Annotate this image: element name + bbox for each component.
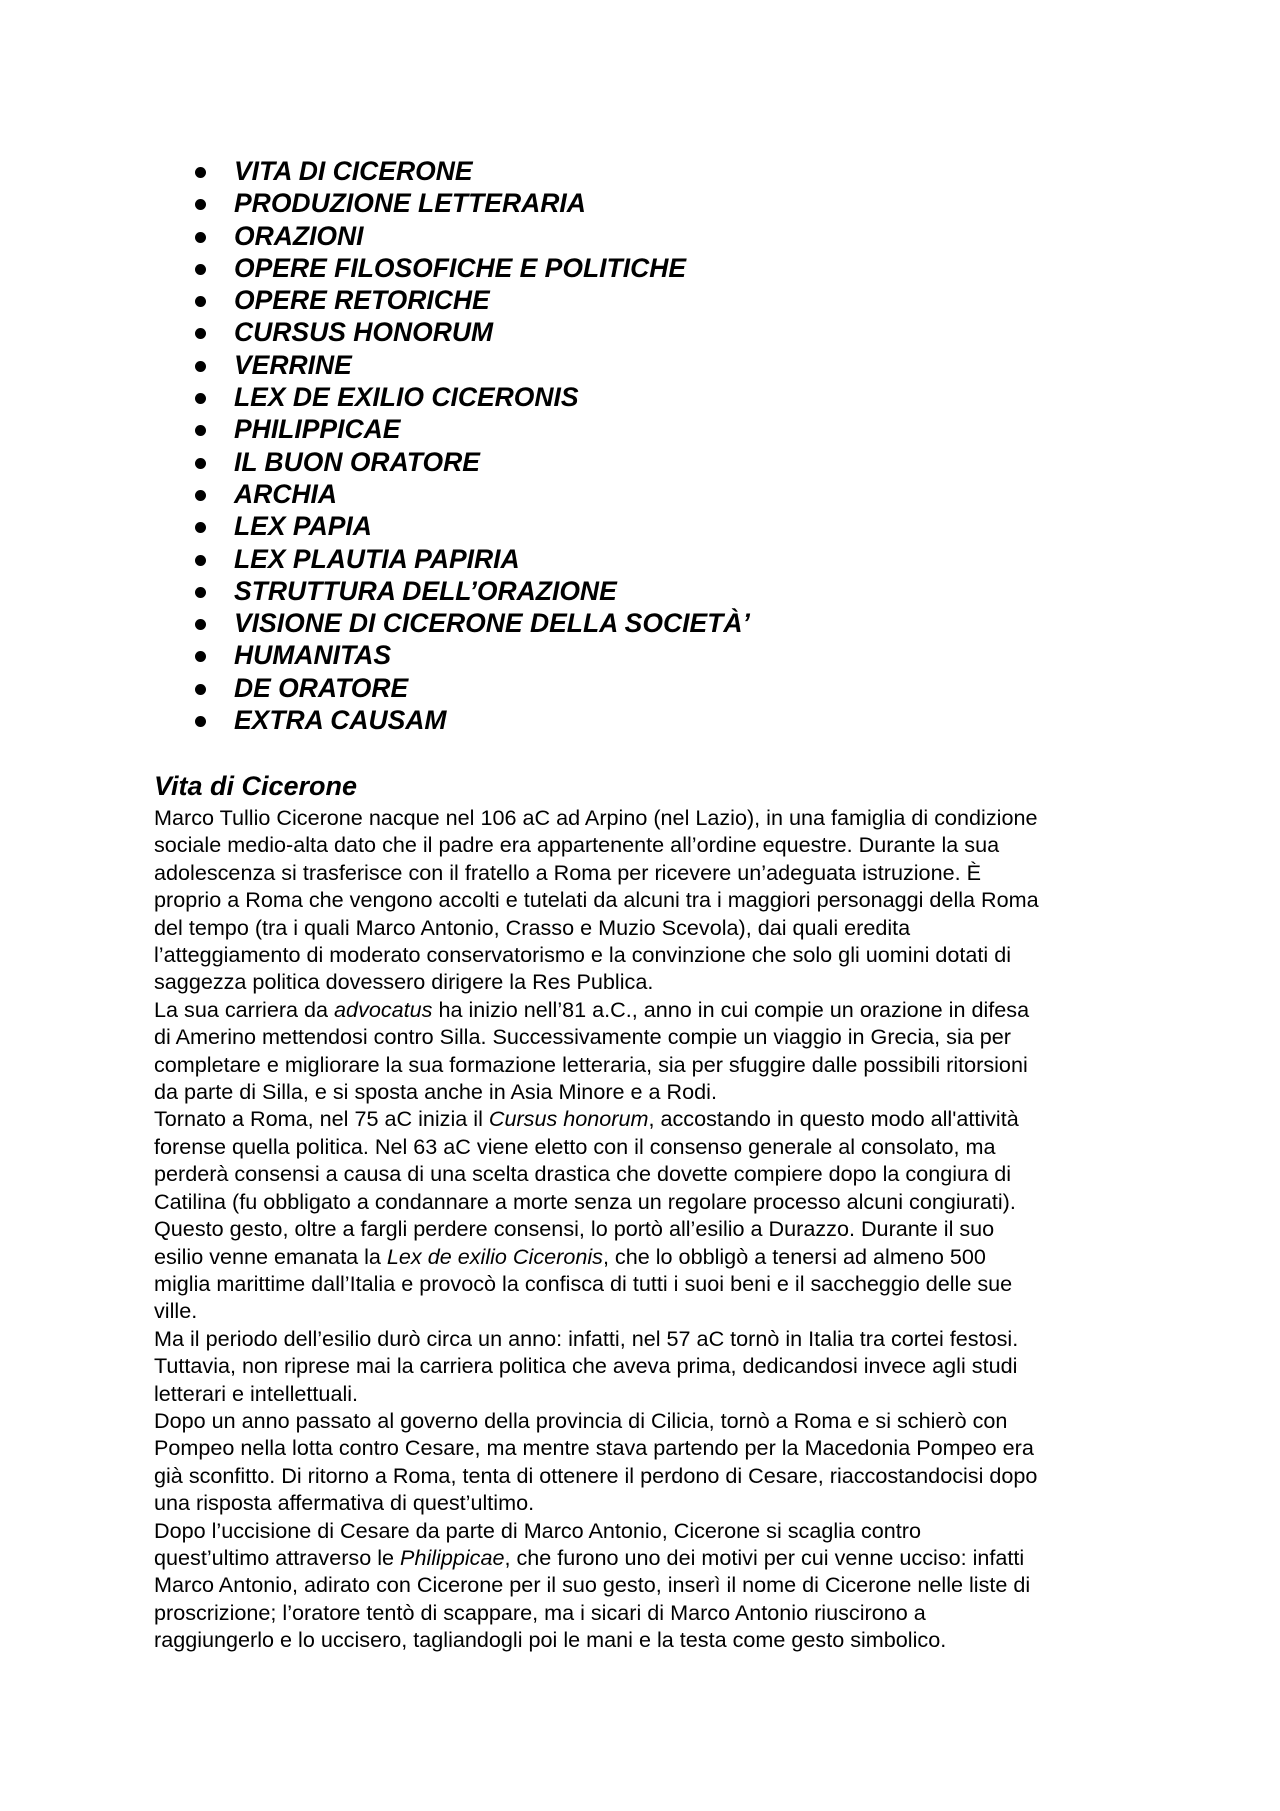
text-line: di Amerino mettendosi contro Silla. Successivamente compie un viaggio in Grecia, sia per xyxy=(154,1024,1011,1050)
section-title: Vita di Cicerone xyxy=(154,771,358,801)
text-line: proprio a Roma che vengono accolti e tutelati da alcuni tra i maggiori personaggi della Roma xyxy=(154,887,1039,913)
text-run: , accostando in questo modo all'attività xyxy=(648,1106,1019,1132)
list-item: OPERE RETORICHE xyxy=(190,284,750,316)
text-line: sociale medio-alta dato che il padre era appartenente all’ordine equestre. Durante la sua xyxy=(154,832,1000,858)
text-line: forense quella politica. Nel 63 aC viene eletto con il consenso generale al consolato, ma xyxy=(154,1133,996,1159)
text-run: La sua carriera da xyxy=(154,996,335,1022)
text-line: da parte di Silla, e si sposta anche in Asia Minore e a Rodi. xyxy=(154,1079,717,1105)
text-line: Pompeo nella lotta contro Cesare, ma mentre stava partendo per la Macedonia Pompeo era xyxy=(154,1435,1034,1461)
topics-list xyxy=(190,155,750,736)
paragraph-4 xyxy=(154,1325,1144,1407)
emphasis-cursus-honorum: Cursus honorum xyxy=(488,1106,649,1132)
text-line: già sconfitto. Di ritorno a Roma, tenta di ottenere il perdono di Cesare, riaccostandocisi dopo xyxy=(154,1462,1038,1488)
text-line xyxy=(154,1243,1144,1270)
list-item: LEX DE EXILIO CICERONIS xyxy=(190,381,750,413)
list-item: STRUTTURA DELL’ORAZIONE xyxy=(190,575,750,607)
list-item: DE ORATORE xyxy=(190,672,750,704)
text-line xyxy=(154,996,1144,1023)
text-line: letterari e intellettuali. xyxy=(154,1380,359,1406)
text-run: ha inizio nell’81 a.C., anno in cui compie un orazione in difesa xyxy=(432,996,1030,1022)
emphasis-lex-de-exilio: Lex de exilio Ciceronis xyxy=(386,1243,603,1269)
text-line: raggiungerlo e lo uccisero, tagliandogli poi le mani e la testa come gesto simbolico. xyxy=(154,1627,947,1653)
text-line: del tempo (tra i quali Marco Antonio, Crasso e Muzio Scevola), dai quali eredita xyxy=(154,914,911,940)
text-line: Tuttavia, non riprese mai la carriera politica che aveva prima, dedicandosi invece agli studi xyxy=(154,1353,1018,1379)
text-line: adolescenza si trasferisce con il fratello a Roma per ricevere un’adeguata istruzione. È xyxy=(154,859,981,885)
text-line xyxy=(154,1544,1144,1571)
emphasis-advocatus: advocatus xyxy=(334,996,433,1022)
text-line xyxy=(154,1105,1144,1132)
paragraph-6 xyxy=(154,1517,1144,1654)
text-run: , che furono uno dei motivi per cui venne ucciso: infatti xyxy=(504,1544,1025,1570)
list-item: IL BUON ORATORE xyxy=(190,446,750,478)
text-line: Marco Tullio Cicerone nacque nel 106 aC ad Arpino (nel Lazio), in una famiglia di condizione xyxy=(154,805,1038,830)
list-item: CURSUS HONORUM xyxy=(190,316,750,348)
list-item: ARCHIA xyxy=(190,478,750,510)
paragraph-5 xyxy=(154,1407,1144,1517)
text-run: esilio venne emanata la xyxy=(154,1243,387,1269)
text-line: miglia marittime dall’Italia e provocò la confisca di tutti i suoi beni e il saccheggio delle sue xyxy=(154,1270,1013,1296)
list-item: PHILIPPICAE xyxy=(190,413,750,445)
text-line: Ma il periodo dell’esilio durò circa un anno: infatti, nel 57 aC tornò in Italia tra cortei festosi. xyxy=(154,1325,1019,1351)
list-item: HUMANITAS xyxy=(190,639,750,671)
text-run: Tornato a Roma, nel 75 aC inizia il xyxy=(154,1106,489,1132)
text-line: proscrizione; l’oratore tentò di scappare, ma i sicari di Marco Antonio riuscirono a xyxy=(154,1599,926,1625)
list-item: EXTRA CAUSAM xyxy=(190,704,750,736)
text-run: quest’ultimo attraverso le xyxy=(154,1544,401,1570)
text-line: Dopo l’uccisione di Cesare da parte di Marco Antonio, Cicerone si scaglia contro xyxy=(154,1517,921,1543)
text-line: una risposta affermativa di quest’ultimo. xyxy=(154,1490,535,1516)
paragraph-2 xyxy=(154,996,1144,1106)
text-line: saggezza politica dovessero dirigere la Res Publica. xyxy=(154,969,654,995)
text-run: , che lo obbligò a tenersi ad almeno 500 xyxy=(602,1243,986,1269)
section-vita-di-cicerone xyxy=(154,768,1144,1654)
list-item: OPERE FILOSOFICHE E POLITICHE xyxy=(190,252,750,284)
list-item: VITA DI CICERONE xyxy=(190,155,750,187)
text-line: Dopo un anno passato al governo della provincia di Cilicia, tornò a Roma e si schierò con xyxy=(154,1407,1008,1433)
text-line: l’atteggiamento di moderato conservatorismo e la convinzione che solo gli uomini dotati di xyxy=(154,942,1012,968)
paragraph-1 xyxy=(154,804,1144,996)
list-item: PRODUZIONE LETTERARIA xyxy=(190,187,750,219)
text-line: ville. xyxy=(154,1298,198,1324)
list-item: VISIONE DI CICERONE DELLA SOCIETÀ’ xyxy=(190,607,750,639)
list-item: LEX PAPIA xyxy=(190,510,750,542)
list-item: LEX PLAUTIA PAPIRIA xyxy=(190,543,750,575)
list-item: VERRINE xyxy=(190,349,750,381)
text-line: Questo gesto, oltre a fargli perdere consensi, lo portò all’esilio a Durazzo. Durante il suo xyxy=(154,1216,995,1242)
paragraph-3 xyxy=(154,1105,1144,1324)
text-line: completare e migliorare la sua formazione letteraria, sia per sfuggire dalle possibili ritorsioni xyxy=(154,1051,1028,1077)
list-item: ORAZIONI xyxy=(190,220,750,252)
text-line: Marco Antonio, adirato con Cicerone per il suo gesto, inserì il nome di Cicerone nelle liste di xyxy=(154,1572,1031,1598)
text-line: perderà consensi a causa di una scelta drastica che dovette compiere dopo la congiura di xyxy=(154,1161,1012,1187)
emphasis-philippicae: Philippicae xyxy=(400,1544,505,1570)
text-line: Catilina (fu obbligato a condannare a morte senza un regolare processo alcuni congiurati). xyxy=(154,1188,1016,1214)
